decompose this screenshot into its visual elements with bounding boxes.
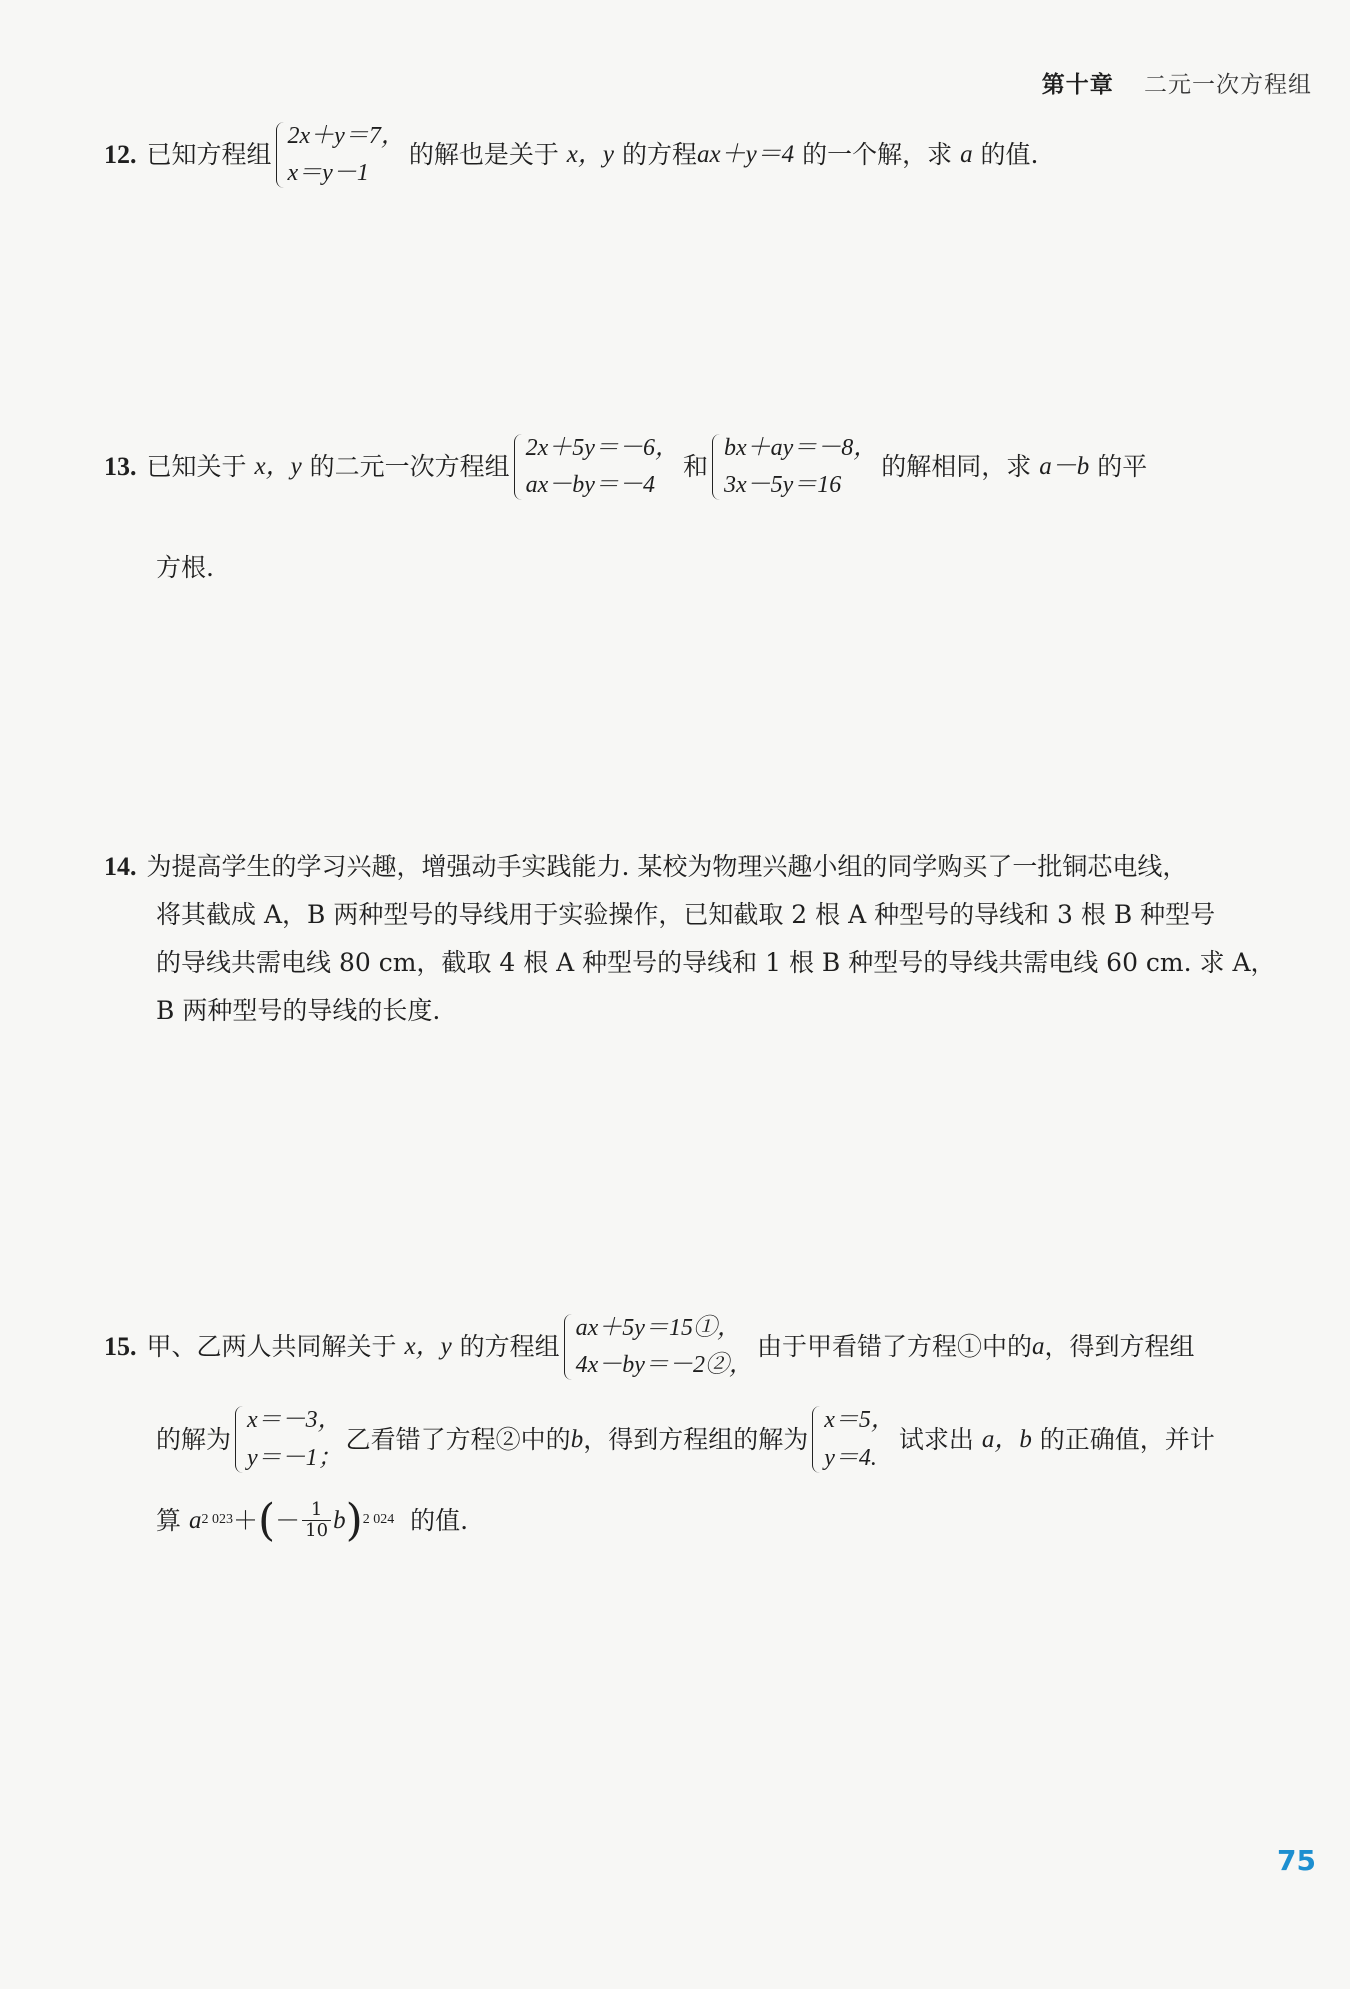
text: 的一个解，求 [802,140,953,170]
fraction [302,1500,331,1541]
equation-line: 2x＋5y＝－6， [525,435,679,461]
text: 甲、乙两人共同解关于 [146,1332,397,1362]
text: 已知关于 [146,452,247,482]
equation-system [514,430,679,504]
text: ，得到方程组的解为 [583,1424,809,1454]
text: 和 [682,452,708,482]
equation-line: bx＋ay＝－8， [723,435,878,461]
problem-number: 13. [104,452,137,482]
variable-b: b [333,1506,346,1534]
problem-12 [104,118,1310,192]
text: 算 [156,1505,182,1535]
equation-line: x＝5， [824,1407,895,1434]
text: 由于甲看错了方程①中的 [756,1332,1032,1362]
text: 的二元一次方程组 [309,452,510,482]
equation-system [235,1402,342,1476]
minus-sign: － [275,1505,301,1535]
problem-15 [104,1310,1310,1544]
plus-sign: ＋ [232,1505,258,1535]
text: 的解相同，求 [881,452,1032,482]
equation: ax＋y＝4 [696,141,795,169]
text: 的正确值，并计 [1039,1424,1215,1454]
exponent: 2 024 [362,1512,395,1528]
variable-b: b [570,1425,584,1453]
exponent: 2 023 [201,1512,233,1528]
text: 的值. [410,1505,469,1535]
equation-line: x＝y－1 [287,160,369,187]
variables: x，y [254,453,302,481]
equation-line: y＝4. [824,1444,877,1471]
problem-13 [104,430,1310,592]
equation-line: ax＋5y＝15①， [575,1315,741,1341]
page-header [1042,66,1312,99]
text: 方根. [156,553,214,583]
equation-system [812,1402,895,1476]
text: 试求出 [898,1424,974,1454]
variables: x，y [404,1333,452,1361]
equation-system [712,430,877,504]
equation-line: x＝－3， [247,1407,342,1434]
left-paren: ( [257,1494,276,1546]
equation-line: 3x－5y＝16 [723,472,842,499]
variable-a: a [1031,1333,1045,1361]
text: 乙看错了方程②中的 [345,1424,571,1454]
equation-line: y＝－1； [247,1444,342,1471]
variables: a，b [981,1425,1032,1453]
variables: x，y [566,141,614,169]
numerator: 1 [302,1500,331,1521]
text: 的平 [1097,452,1148,482]
problem-number: 15. [104,1332,137,1362]
chapter-title: 二元一次方程组 [1144,72,1312,98]
text: 已知方程组 [146,140,272,170]
problem-number: 14. [104,852,137,881]
variable-a: a [960,141,973,169]
expression: a－b [1039,453,1090,481]
equation-system [564,1310,753,1384]
text-line: 为提高学生的学习兴趣，增强动手实践能力. 某校为物理兴趣小组的同学购买了一批铜芯电线， [146,852,1188,881]
text-line: 将其截成 A，B 两种型号的导线用于实验操作，已知截取 2 根 A 种型号的导线和 3 根 B 种型号 [156,900,1216,929]
equation-system [276,118,405,192]
page-number: 75 [1277,1844,1316,1877]
text: 的方程 [621,140,697,170]
denominator: 10 [305,1520,329,1541]
equation-line: 2x＋y＝7， [287,123,405,149]
text: 的方程组 [459,1332,560,1362]
text: 的解也是关于 [408,140,559,170]
text: ，得到方程组 [1044,1332,1195,1362]
text: 的解为 [156,1424,232,1454]
equation-line: ax－by＝－4 [525,472,655,499]
problem-14 [104,843,1310,1035]
text-line: B 两种型号的导线的长度. [156,996,441,1025]
chapter-label: 第十章 [1041,72,1114,98]
right-paren: ) [345,1494,363,1546]
variable-a: a [188,1506,202,1534]
text: 的值. [980,140,1039,170]
equation-line: 4x－by＝－2②， [575,1352,753,1379]
text-line: 的导线共需电线 80 cm，截取 4 根 A 种型号的导线和 1 根 B 种型号的导线共需电线 60 cm. 求 A， [156,948,1276,977]
problem-number: 12. [104,140,137,170]
